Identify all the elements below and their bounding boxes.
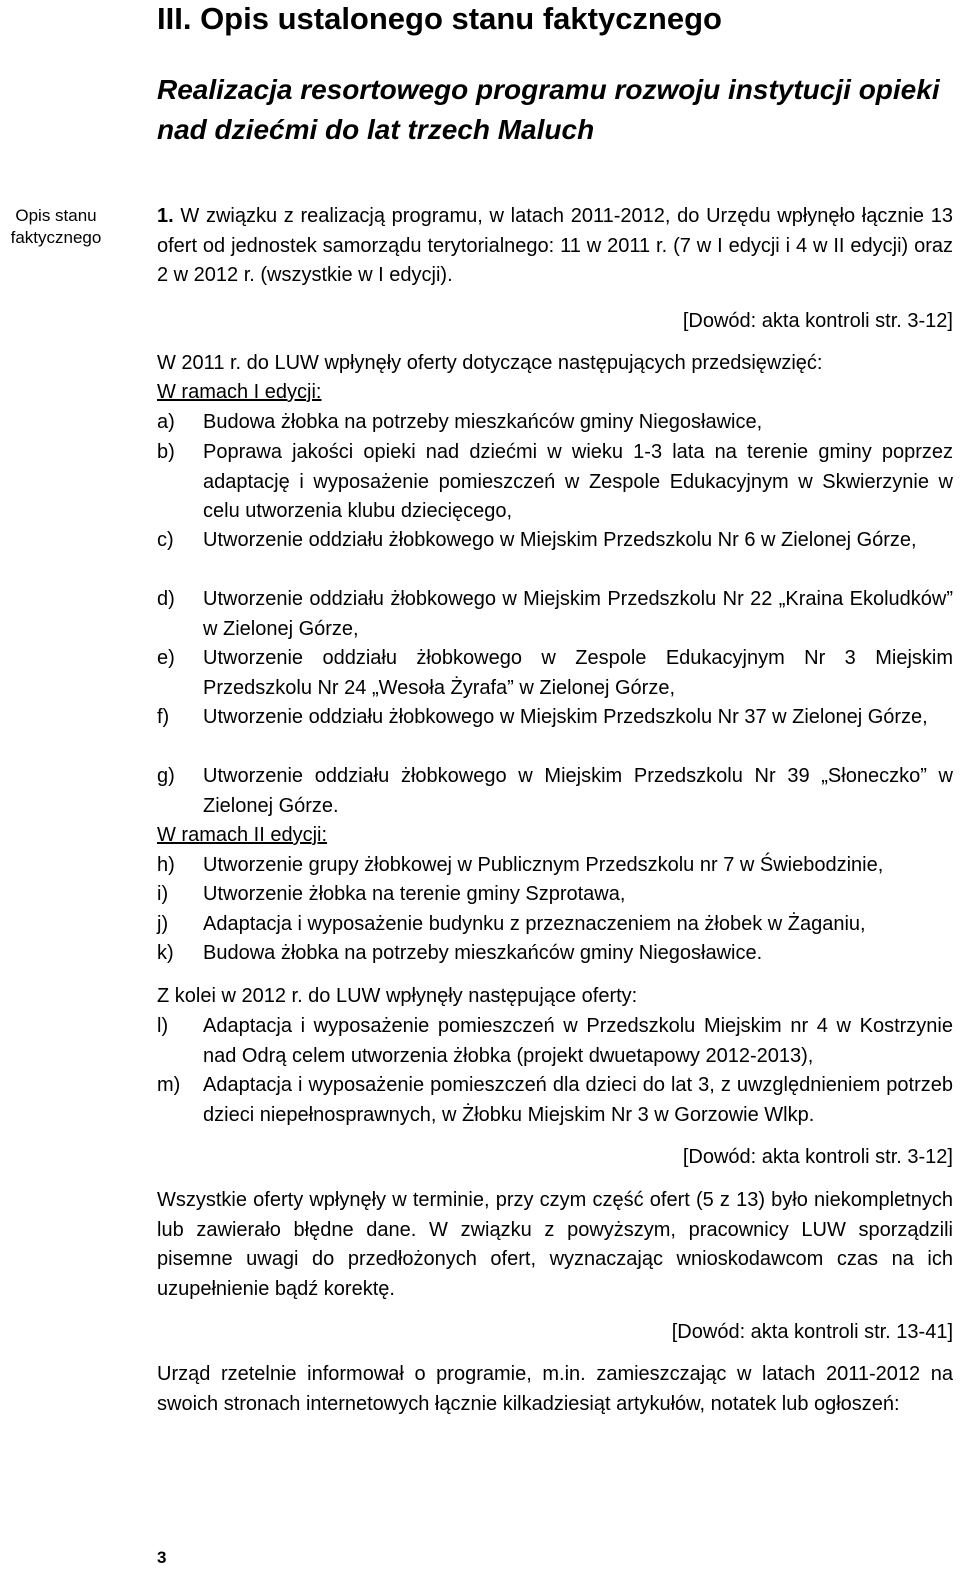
list-item-k xyxy=(157,939,953,969)
list-item-label: e) xyxy=(157,647,175,669)
document-subtitle: Realizacja resortowego programu rozwoju instytucji opieki nad dziećmi do lat trzech Maluch xyxy=(157,74,940,145)
point-1-paragraph xyxy=(157,202,953,291)
list-item-label: k) xyxy=(157,942,174,964)
list-item-d xyxy=(157,585,953,644)
list-item-a xyxy=(157,408,953,438)
list-item-text: Utworzenie oddziału żłobkowego w Miejskim Przedszkolu Nr 39 „Słoneczko” w Zielonej Górze. xyxy=(203,765,953,817)
list-item-label: l) xyxy=(157,1015,169,1037)
sidebar-label: Opis stanu faktycznego xyxy=(10,206,102,247)
list-item-text: Adaptacja i wyposażenie pomieszczeń dla dzieci do lat 3, z uwzględnieniem potrzeb dzieci niepełnosprawnych, w Żłobku Miejskim Nr 3 w Gorzowie Wlkp. xyxy=(203,1074,953,1126)
offers-paragraph: Wszystkie oferty wpłynęły w terminie, przy czym część ofert (5 z 13) było niekompletnych lub zawierało błędne dane. W związku z powyższym, pracownicy LUW sporządzili pisemne uwagi do przedłożonych ofert, wyznaczając wnioskodawcom czas na ich uzupełnienie bądź korektę. xyxy=(157,1189,953,1300)
list-item-label: d) xyxy=(157,588,175,610)
list-item-l xyxy=(157,1012,953,1071)
list-item-text: Utworzenie grupy żłobkowej w Publicznym Przedszkolu nr 7 w Świebodzinie, xyxy=(203,854,884,876)
list-item-text: Utworzenie oddziału żłobkowego w Miejskim Przedszkolu Nr 22 „Kraina Ekoludków” w Zielonej Górze, xyxy=(203,588,953,640)
list-item-text: Poprawa jakości opieki nad dziećmi w wieku 1-3 lata na terenie gminy poprzez adaptację i wyposażenie pomieszczeń w Zespole Edukacyjnym w Skwierzynie w celu utworzenia klubu dziecięcego, xyxy=(203,441,953,522)
list-item-j xyxy=(157,910,953,940)
page-number: 3 xyxy=(157,1548,167,1567)
list-item-text: Budowa żłobka na potrzeby mieszkańców gminy Niegosławice, xyxy=(203,411,763,433)
list-item-text: Budowa żłobka na potrzeby mieszkańców gminy Niegosławice. xyxy=(203,942,763,964)
point-1-number: 1. xyxy=(157,205,174,227)
list-item-c xyxy=(157,526,953,556)
list-item-e xyxy=(157,644,953,703)
list-item-text: Utworzenie oddziału żłobkowego w Miejskim Przedszkolu Nr 37 w Zielonej Górze, xyxy=(203,706,928,728)
list-item-label: i) xyxy=(157,883,169,905)
list-item-g xyxy=(157,762,953,821)
list-item-text: Utworzenie oddziału żłobkowego w Zespole Edukacyjnym Nr 3 Miejskim Przedszkolu Nr 24 „Wesoła Żyrafa” w Zielonej Górze, xyxy=(203,647,953,699)
list-item-label: a) xyxy=(157,411,175,433)
intro-2012: Z kolei w 2012 r. do LUW wpłynęły następujące oferty: xyxy=(157,985,638,1007)
list-item-text: Adaptacja i wyposażenie pomieszczeń w Przedszkolu Miejskim nr 4 w Kostrzynie nad Odrą celem utworzenia żłobka (projekt dwuetapowy 2012-2013), xyxy=(203,1015,953,1067)
information-paragraph: Urząd rzetelnie informował o programie, m.in. zamieszczając w latach 2011-2012 na swoich stronach internetowych łącznie kilkadziesiąt artykułów, notatek lub ogłoszeń: xyxy=(157,1363,953,1415)
point-1-text: W związku z realizacją programu, w latach 2011-2012, do Urzędu wpłynęło łącznie 13 ofert od jednostek samorządu terytorialnego: 11 w 2011 r. (7 w I edycji i 4 w II edycji) oraz 2 w 2012 r. (wszystkie w I edycji). xyxy=(157,205,953,286)
evidence-reference-2: [Dowód: akta kontroli str. 3-12] xyxy=(682,1146,953,1168)
edition-1-heading: W ramach I edycji: xyxy=(157,381,322,403)
list-item-label: m) xyxy=(157,1074,181,1096)
evidence-reference-1: [Dowód: akta kontroli str. 3-12] xyxy=(682,310,953,332)
list-item-f xyxy=(157,703,953,733)
section-title: III. Opis ustalonego stanu faktycznego xyxy=(157,1,722,36)
evidence-reference-3: [Dowód: akta kontroli str. 13-41] xyxy=(671,1321,953,1343)
list-item-i xyxy=(157,880,953,910)
list-item-text: Utworzenie żłobka na terenie gminy Szprotawa, xyxy=(203,883,626,905)
intro-2011: W 2011 r. do LUW wpłynęły oferty dotyczące następujących przedsięwzięć: xyxy=(157,352,823,374)
list-item-label: b) xyxy=(157,441,175,463)
list-item-label: f) xyxy=(157,706,170,728)
list-item-m xyxy=(157,1071,953,1130)
list-item-text: Adaptacja i wyposażenie budynku z przeznaczeniem na żłobek w Żaganiu, xyxy=(203,913,866,935)
list-item-b xyxy=(157,438,953,527)
list-item-label: c) xyxy=(157,529,174,551)
list-item-label: g) xyxy=(157,765,175,787)
edition-2-heading: W ramach II edycji: xyxy=(157,824,328,846)
list-item-label: h) xyxy=(157,854,175,876)
list-item-h xyxy=(157,851,953,881)
list-item-text: Utworzenie oddziału żłobkowego w Miejskim Przedszkolu Nr 6 w Zielonej Górze, xyxy=(203,529,917,551)
list-item-label: j) xyxy=(157,913,169,935)
